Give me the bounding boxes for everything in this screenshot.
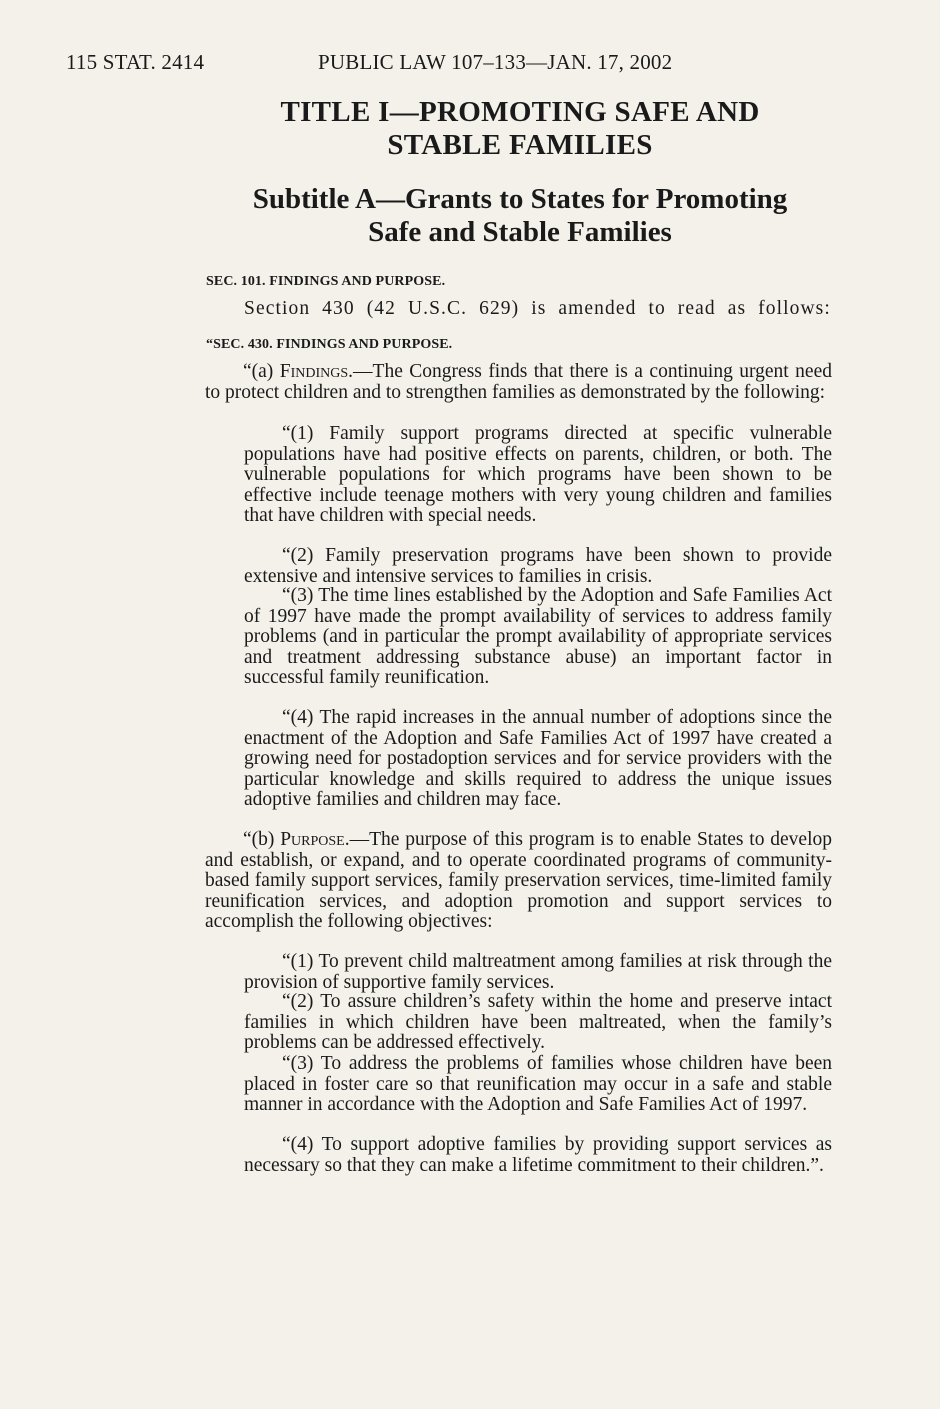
title-heading [200, 96, 840, 162]
purpose-label: Purpose [280, 829, 345, 850]
purpose-item-3: “(3) To address the problems of families whose children have been placed in foster care so that reunification may occur in a safe and stable manner in accordance with the Adoption and Safe Families Act of 1997. [244, 1053, 832, 1116]
finding-item-2: “(2) Family preservation programs have been shown to provide extensive and intensive services to families in crisis. [244, 545, 832, 587]
purpose-item-2: “(2) To assure children’s safety within the home and preserve intact families in which children have been maltreated, when the family’s problems can be addressed effectively. [244, 991, 832, 1054]
purpose-text: .—The purpose of this program is to enable States to develop and establish, or expand, and to operate coordinated programs of community-based family support services, family preservation services, time-limited family reunification services, and adoption promotion and support services to accomplish the following objectives: [205, 829, 832, 933]
finding-item-4: “(4) The rapid increases in the annual number of adoptions since the enactment of the Adoption and Safe Families Act of 1997 have created a growing need for postadoption services and for service providers with the particular knowledge and skills required to address the unique issues adoptive families and children may face. [244, 707, 832, 811]
section-101-heading: SEC. 101. FINDINGS AND PURPOSE. [206, 274, 446, 289]
purpose-item-4: “(4) To support adoptive families by providing support services as necessary so that they can make a lifetime commitment to their children.”. [244, 1134, 832, 1176]
purpose-label-prefix: “(b) [243, 829, 281, 850]
section-101-intro: Section 430 (42 U.S.C. 629) is amended to read as follows: [244, 298, 831, 319]
finding-item-3: “(3) The time lines established by the Adoption and Safe Families Act of 1997 have made the prompt availability of services to address family problems (and in particular the prompt availability of appropriate services and treatment addressing substance abuse) an important factor in successful family reunification. [244, 585, 832, 689]
public-law-reference: PUBLIC LAW 107–133—JAN. 17, 2002 [318, 50, 673, 74]
section-430-heading: “SEC. 430. FINDINGS AND PURPOSE. [206, 337, 453, 352]
stat-page-reference: 115 STAT. 2414 [66, 50, 205, 74]
subtitle-heading [200, 183, 840, 249]
subtitle-line-1: Subtitle A—Grants to States for Promoting [252, 183, 788, 215]
findings-paragraph [205, 362, 832, 403]
title-line-1: TITLE I—PROMOTING SAFE AND [280, 96, 760, 128]
subtitle-line-2: Safe and Stable Families [368, 216, 672, 248]
finding-item-1: “(1) Family support programs directed at specific vulnerable populations have had positive effects on parents, children, or both. The vulnerable populations for which programs have been shown to be effective include teenage mothers with very young children and families that have children with special needs. [244, 423, 832, 527]
title-line-2: STABLE FAMILIES [387, 129, 653, 161]
purpose-item-1: “(1) To prevent child maltreatment among families at risk through the provision of supportive family services. [244, 951, 832, 993]
findings-text: .—The Congress finds that there is a continuing urgent need to protect children and to strengthen families as demonstrated by the following: [205, 361, 832, 403]
findings-label-prefix: “(a) [243, 361, 280, 382]
purpose-paragraph [205, 830, 832, 933]
findings-label: Findings [279, 361, 349, 382]
